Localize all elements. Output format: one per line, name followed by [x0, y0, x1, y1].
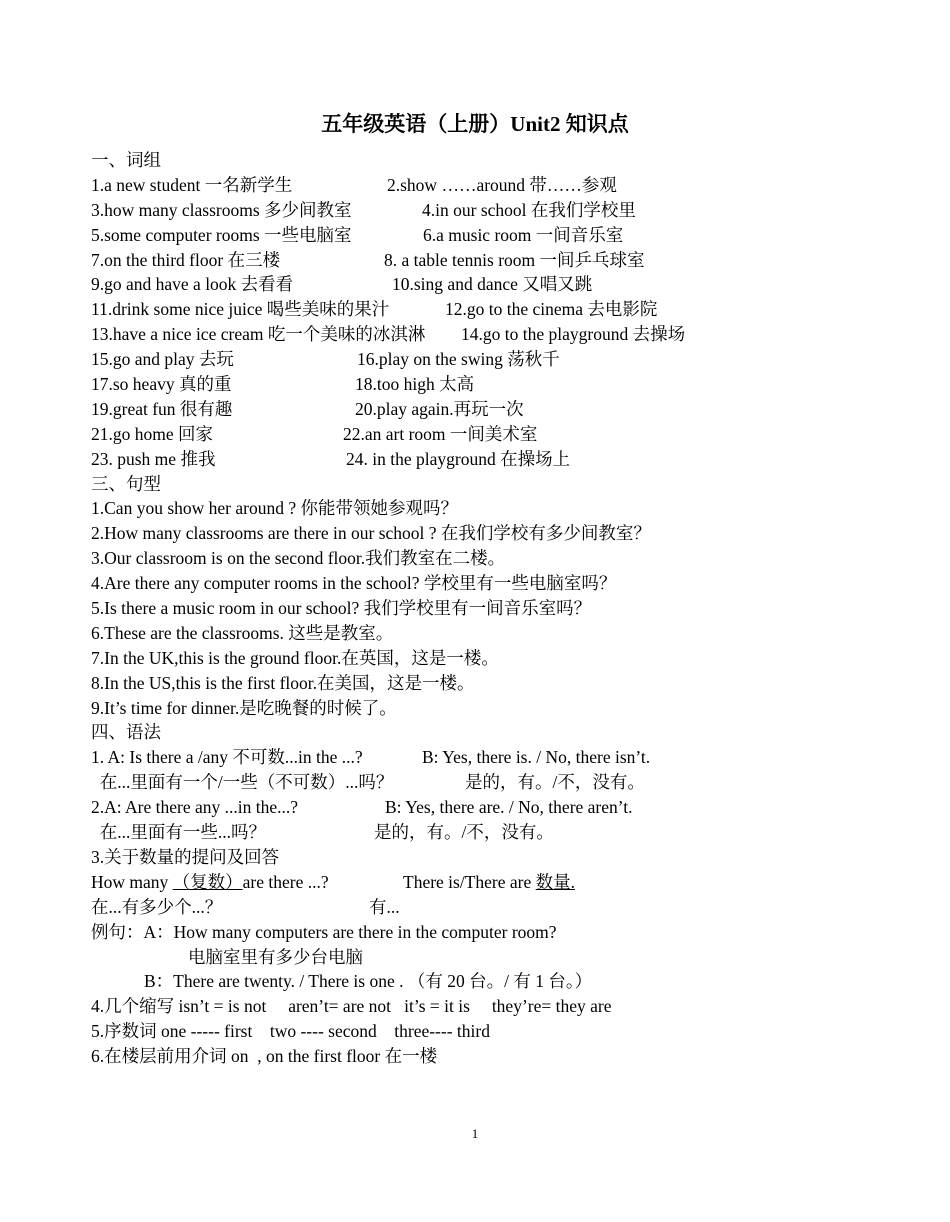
grammar-answer-cn: 是的，有。/不，没有。 [465, 772, 645, 793]
phrase-right: 16.play on the swing 荡秋千 [357, 349, 560, 370]
phrase-row [91, 173, 911, 198]
phrase-right: 2.show ……around 带……参观 [387, 174, 617, 195]
phrase-right: 20.play again.再玩一次 [355, 398, 524, 419]
phrase-left: 17.so heavy 真的重 [91, 374, 232, 395]
sentence-item: 9.It’s time for dinner.是吃晚餐的时候了。 [91, 697, 397, 718]
example-answer: B：There are twenty. / There is one . （有 20 台。/ 有 1 台。） [144, 971, 593, 992]
grammar-section [91, 745, 911, 1069]
phrase-row [91, 372, 911, 397]
grammar-line [91, 770, 911, 795]
sentence-list [91, 496, 911, 720]
phrase-left: 3.how many classrooms 多少间教室 [91, 199, 352, 220]
phrase-left: 1.a new student 一名新学生 [91, 174, 293, 195]
document-title: 五年级英语（上册）Unit2 知识点 [321, 112, 629, 136]
underlined-blank: （复数） [172, 871, 243, 892]
phrase-right: 22.an art room 一间美术室 [343, 423, 538, 444]
phrase-left: 13.have a nice ice cream 吃一个美味的冰淇淋 [91, 324, 426, 345]
sentence-item: 3.Our classroom is on the second floor.我们教室在二楼。 [91, 548, 506, 569]
question-prefix: How many [91, 871, 173, 892]
sentence-item: 2.How many classrooms are there in our school ? 在我们学校有多少间教室？ [91, 523, 651, 544]
section-heading-phrases: 一、词组 [91, 150, 161, 170]
phrase-row [91, 248, 911, 273]
phrase-right: 18.too high 太高 [355, 374, 475, 395]
section-heading-sentences: 三、句型 [91, 473, 161, 494]
grammar-item: 6.在楼层前用介词 on , on the first floor 在一楼 [91, 1046, 438, 1067]
grammar-question-cn: 在...里面有一些...吗？ [91, 822, 266, 843]
grammar-subheading: 3.关于数量的提问及回答 [91, 846, 280, 867]
grammar-answer [403, 870, 575, 895]
phrase-right: 6.a music room 一间音乐室 [423, 224, 624, 245]
grammar-answer-cn: 是的，有。/不，没有。 [374, 822, 554, 843]
section-heading-grammar: 四、语法 [91, 722, 161, 743]
grammar-line [91, 795, 911, 820]
grammar-item: 4.几个缩写 isn’t = is not aren’t= are not it’s = it is they’re= they are [91, 996, 612, 1017]
grammar-line [91, 870, 911, 895]
grammar-item: 5.序数词 one ----- first two ---- second three---- third [91, 1021, 490, 1042]
phrase-right: 4.in our school 在我们学校里 [422, 199, 636, 220]
grammar-line [91, 745, 911, 770]
phrase-list [91, 173, 911, 472]
document-body [91, 148, 911, 1069]
phrase-right: 8. a table tennis room 一间乒乓球室 [384, 249, 645, 270]
phrase-left: 7.on the third floor 在三楼 [91, 249, 281, 270]
phrase-row [91, 272, 911, 297]
grammar-line [91, 820, 911, 845]
phrase-row [91, 322, 911, 347]
phrase-row [91, 297, 911, 322]
page-number: 1 [471, 1126, 479, 1141]
grammar-question: 1. A: Is there a /any 不可数...in the ...? [91, 747, 363, 768]
phrase-right: 10.sing and dance 又唱又跳 [392, 274, 593, 295]
example-translation: 电脑室里有多少台电脑 [188, 946, 363, 967]
phrase-row [91, 447, 911, 472]
sentence-item: 7.In the UK,this is the ground floor.在英国，这是一楼。 [91, 647, 499, 668]
phrase-left: 19.great fun 很有趣 [91, 398, 233, 419]
sentence-item: 6.These are the classrooms. 这些是教室。 [91, 622, 394, 643]
phrase-right: 12.go to the cinema 去电影院 [445, 299, 658, 320]
phrase-row [91, 223, 911, 248]
phrase-left: 15.go and play 去玩 [91, 349, 234, 370]
underlined-blank: 数量. [535, 871, 576, 892]
phrase-row [91, 198, 911, 223]
grammar-question-cn: 在...里面有一个/一些（不可数）...吗？ [91, 772, 394, 793]
phrase-right: 24. in the playground 在操场上 [346, 448, 571, 469]
example-sentence: 例句：A：How many computers are there in the computer room? [91, 921, 557, 942]
sentence-item: 4.Are there any computer rooms in the school? 学校里有一些电脑室吗？ [91, 573, 617, 594]
grammar-answer: B: Yes, there are. / No, there aren’t. [385, 797, 633, 818]
phrase-row [91, 347, 911, 372]
phrase-left: 5.some computer rooms 一些电脑室 [91, 224, 352, 245]
sentence-item: 8.In the US,this is the first floor.在美国，这是一楼。 [91, 672, 475, 693]
question-suffix: are there ...? [242, 871, 329, 892]
phrase-left: 11.drink some nice juice 喝些美味的果汁 [91, 299, 390, 320]
grammar-answer-cn: 有... [369, 896, 400, 917]
sentence-item: 1.Can you show her around ? 你能带领她参观吗？ [91, 498, 458, 519]
phrase-right: 14.go to the playground 去操场 [461, 324, 686, 345]
phrase-left: 21.go home 回家 [91, 423, 214, 444]
sentence-item: 5.Is there a music room in our school? 我们学校里有一间音乐室吗？ [91, 598, 592, 619]
phrase-row [91, 397, 911, 422]
phrase-row [91, 422, 911, 447]
grammar-question-cn: 在...有多少个...？ [91, 896, 223, 917]
phrase-left: 9.go and have a look 去看看 [91, 274, 294, 295]
grammar-question [91, 870, 329, 895]
phrase-left: 23. push me 推我 [91, 448, 216, 469]
grammar-answer: B: Yes, there is. / No, there isn’t. [422, 747, 651, 768]
grammar-question: 2.A: Are there any ...in the...? [91, 797, 299, 818]
grammar-line [91, 895, 911, 920]
answer-prefix: There is/There are [403, 871, 536, 892]
